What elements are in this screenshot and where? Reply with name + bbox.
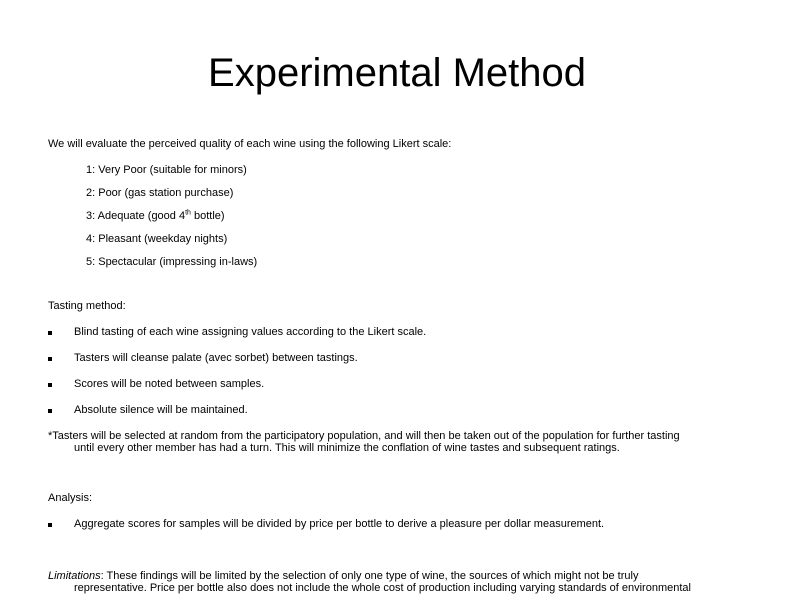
limitations-line-2: representative. Price per bottle also does not include the whole cost of production including varying standards of environmental: [74, 582, 691, 594]
bullet-icon: [48, 357, 52, 361]
limitations-label: Limitations: [48, 570, 101, 582]
likert-scale-item-3-text-end: bottle): [190, 210, 225, 222]
tasting-bullet-4: Absolute silence will be maintained.: [74, 404, 248, 416]
limitations-text-1: : These findings will be limited by the selection of only one type of wine, the sources of which might not be truly: [100, 570, 639, 582]
likert-scale-item-3: [86, 210, 225, 223]
bullet-icon: [48, 523, 52, 527]
bullet-icon: [48, 383, 52, 387]
likert-scale-item-5: 5: Spectacular (impressing in-laws): [86, 256, 258, 268]
likert-scale-item-2: 2: Poor (gas station purchase): [86, 187, 234, 199]
tasting-method-heading: Tasting method:: [48, 300, 126, 312]
bullet-icon: [48, 409, 52, 413]
page-title: Experimental Method: [208, 51, 586, 95]
likert-scale-item-3-superscript: th: [185, 209, 191, 217]
analysis-bullet-1: Aggregate scores for samples will be divided by price per bottle to derive a pleasure per dollar measurement.: [74, 518, 605, 530]
tasting-bullet-2: Tasters will cleanse palate (avec sorbet) between tastings.: [74, 352, 358, 364]
tasters-note-line-1: *Tasters will be selected at random from the participatory population, and will then be taken out of the population for further tasting: [48, 430, 680, 442]
intro-text: We will evaluate the perceived quality of each wine using the following Likert scale:: [48, 138, 452, 150]
tasting-bullet-3: Scores will be noted between samples.: [74, 378, 265, 390]
likert-scale-item-3-text: 3: Adequate (good 4: [86, 210, 186, 222]
tasting-bullet-1: Blind tasting of each wine assigning values according to the Likert scale.: [74, 326, 427, 338]
likert-scale-item-1: 1: Very Poor (suitable for minors): [86, 164, 247, 176]
tasters-note-line-2: until every other member has had a turn. This will minimize the conflation of wine tastes and subsequent ratings.: [74, 442, 620, 454]
likert-scale-item-4: 4: Pleasant (weekday nights): [86, 233, 228, 245]
analysis-heading: Analysis:: [48, 492, 93, 504]
bullet-icon: [48, 331, 52, 335]
